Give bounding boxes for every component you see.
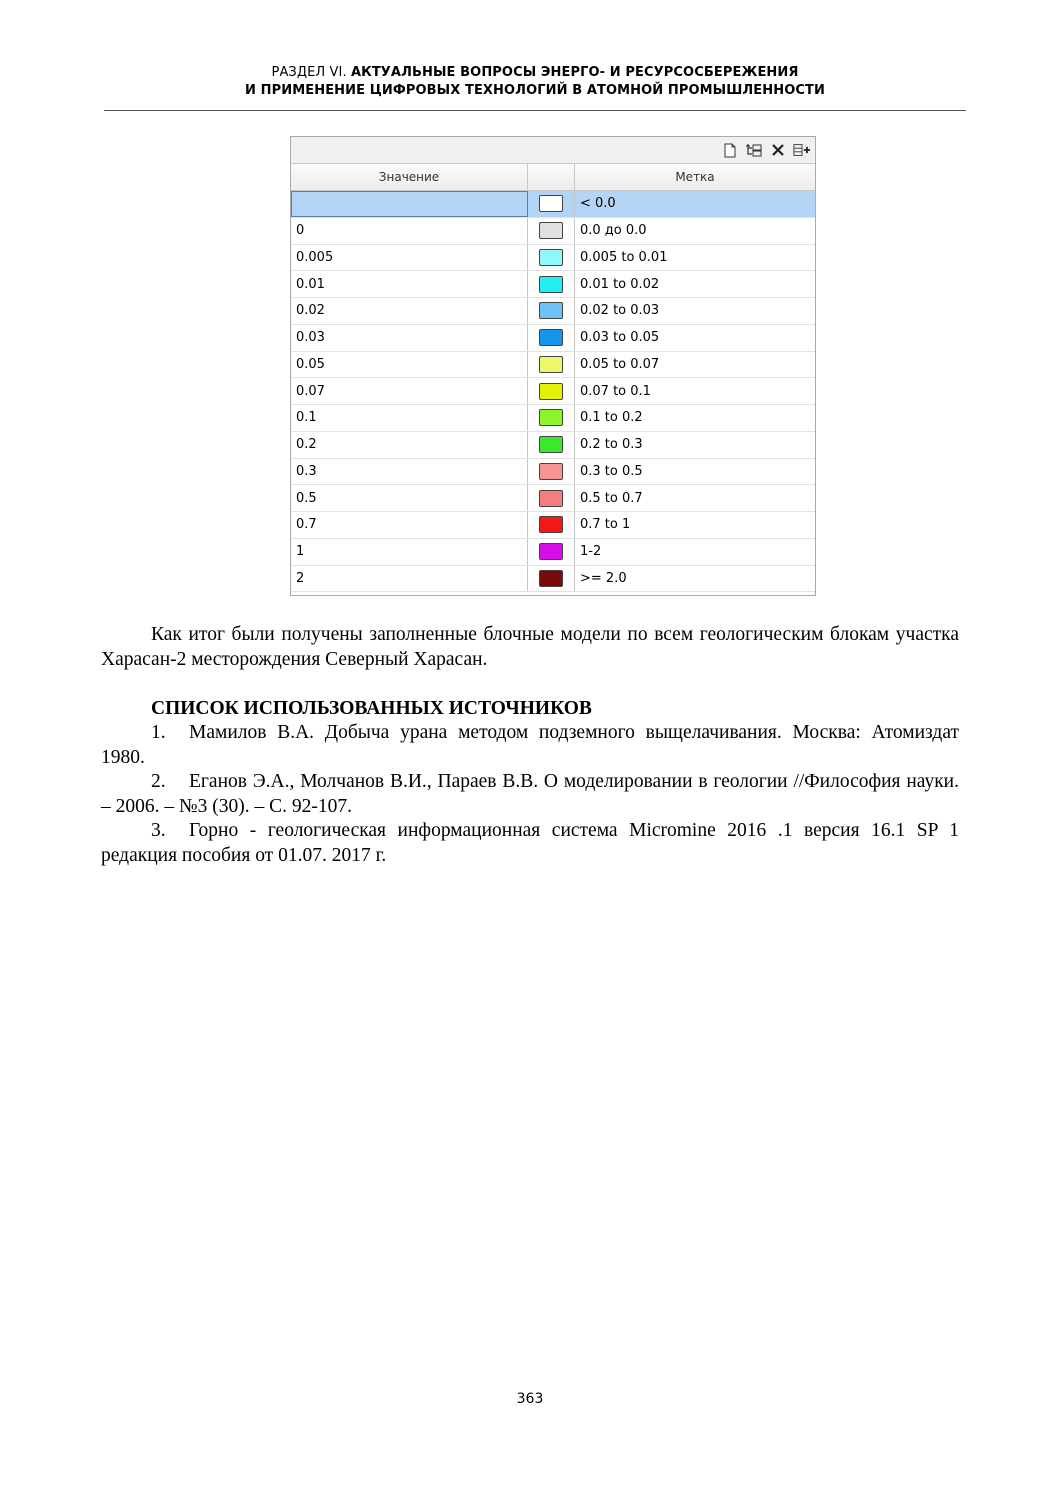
add-row-icon[interactable]	[793, 141, 811, 159]
color-swatch[interactable]	[539, 383, 563, 400]
reference-text: Мамилов В.А. Добыча урана методом подземного выщелачивания. Москва: Атомиздат 1980.	[101, 722, 959, 768]
value-cell[interactable]	[291, 191, 528, 217]
label-cell[interactable]: >= 2.0	[580, 570, 627, 586]
table-row[interactable]	[291, 218, 815, 245]
page-number: 363	[516, 1391, 544, 1407]
table-row[interactable]	[291, 405, 815, 432]
color-cell[interactable]	[528, 298, 575, 324]
color-swatch[interactable]	[539, 302, 563, 319]
label-cell[interactable]: 0.2 to 0.3	[580, 437, 643, 453]
value-cell[interactable]: 1	[291, 539, 528, 565]
color-swatch[interactable]	[539, 276, 563, 293]
reference-number: 3.	[151, 820, 166, 841]
references-title: СПИСОК ИСПОЛЬЗОВАННЫХ ИСТОЧНИКОВ	[151, 698, 592, 719]
color-cell[interactable]	[528, 352, 575, 378]
table-row[interactable]	[291, 378, 815, 405]
color-legend-grid	[290, 136, 816, 596]
color-cell[interactable]	[528, 218, 575, 244]
header-line-1	[104, 64, 966, 82]
color-swatch[interactable]	[539, 329, 563, 346]
color-cell[interactable]	[528, 405, 575, 431]
color-swatch[interactable]	[539, 195, 563, 212]
label-cell[interactable]: 0.5 to 0.7	[580, 490, 643, 506]
color-cell[interactable]	[528, 191, 575, 217]
table-row[interactable]	[291, 271, 815, 298]
label-cell[interactable]: 0.1 to 0.2	[580, 410, 643, 426]
label-cell[interactable]: 0.3 to 0.5	[580, 463, 643, 479]
table-row[interactable]	[291, 566, 815, 593]
color-cell[interactable]	[528, 459, 575, 485]
column-header-value[interactable]: Значение	[291, 164, 528, 190]
label-cell[interactable]: 0.05 to 0.07	[580, 356, 660, 372]
color-cell[interactable]	[528, 485, 575, 511]
value-cell[interactable]: 0.7	[291, 512, 528, 538]
table-row[interactable]	[291, 245, 815, 272]
table-row[interactable]	[291, 539, 815, 566]
value-cell[interactable]: 0.01	[291, 271, 528, 297]
color-swatch[interactable]	[539, 490, 563, 507]
color-swatch[interactable]	[539, 543, 563, 560]
color-cell[interactable]	[528, 271, 575, 297]
color-swatch[interactable]	[539, 409, 563, 426]
table-row[interactable]	[291, 512, 815, 539]
color-swatch[interactable]	[539, 356, 563, 373]
running-header	[104, 64, 966, 100]
reference-item	[101, 819, 959, 868]
color-swatch[interactable]	[539, 222, 563, 239]
value-cell[interactable]: 2	[291, 566, 528, 592]
value-cell[interactable]: 0.03	[291, 325, 528, 351]
value-cell[interactable]: 0.005	[291, 245, 528, 271]
label-cell[interactable]: 0.7 to 1	[580, 517, 631, 533]
color-cell[interactable]	[528, 512, 575, 538]
label-cell[interactable]: 0.005 to 0.01	[580, 249, 668, 265]
delete-icon[interactable]	[769, 141, 787, 159]
grid-header-row	[291, 164, 815, 191]
value-cell[interactable]: 0.5	[291, 485, 528, 511]
value-cell[interactable]: 0.1	[291, 405, 528, 431]
label-cell[interactable]: 0.02 to 0.03	[580, 303, 660, 319]
table-row[interactable]	[291, 325, 815, 352]
table-row[interactable]	[291, 298, 815, 325]
table-row[interactable]	[291, 191, 815, 218]
color-swatch[interactable]	[539, 570, 563, 587]
table-row[interactable]	[291, 432, 815, 459]
label-cell[interactable]: 0.01 to 0.02	[580, 276, 660, 292]
table-row[interactable]	[291, 485, 815, 512]
reference-number: 1.	[151, 722, 166, 743]
value-cell[interactable]: 0.3	[291, 459, 528, 485]
color-swatch[interactable]	[539, 436, 563, 453]
new-icon[interactable]	[721, 141, 739, 159]
color-cell[interactable]	[528, 325, 575, 351]
color-swatch[interactable]	[539, 463, 563, 480]
reference-item	[101, 770, 959, 819]
label-cell[interactable]: 0.0 до 0.0	[580, 223, 647, 239]
value-cell[interactable]: 0	[291, 218, 528, 244]
section-label: РАЗДЕЛ VI.	[271, 65, 347, 80]
conclusion-paragraph: Как итог были получены заполненные блочные модели по всем геологическим блокам участка Харасан-2 месторождения Северный Харасан.	[101, 624, 959, 670]
grid-rows	[291, 191, 815, 592]
header-rule	[104, 110, 966, 111]
color-swatch[interactable]	[539, 249, 563, 266]
header-title-line-1: АКТУАЛЬНЫЕ ВОПРОСЫ ЭНЕРГО- И РЕСУРСОСБЕРЕЖЕНИЯ	[350, 65, 799, 80]
color-cell[interactable]	[528, 539, 575, 565]
reference-item	[101, 721, 959, 770]
value-cell[interactable]: 0.02	[291, 298, 528, 324]
column-header-color[interactable]	[528, 164, 575, 190]
label-cell[interactable]: 0.07 to 0.1	[580, 383, 651, 399]
label-cell[interactable]: < 0.0	[580, 196, 616, 212]
table-row[interactable]	[291, 352, 815, 379]
reference-number: 2.	[151, 771, 166, 792]
color-cell[interactable]	[528, 566, 575, 592]
header-title-line-2: И ПРИМЕНЕНИЕ ЦИФРОВЫХ ТЕХНОЛОГИЙ В АТОМНОЙ ПРОМЫШЛЕННОСТИ	[245, 83, 825, 98]
color-swatch[interactable]	[539, 516, 563, 533]
label-cell[interactable]: 0.03 to 0.05	[580, 330, 660, 346]
value-cell[interactable]: 0.07	[291, 378, 528, 404]
color-cell[interactable]	[528, 378, 575, 404]
value-cell[interactable]: 0.2	[291, 432, 528, 458]
table-row[interactable]	[291, 459, 815, 486]
grid-toolbar	[291, 137, 815, 164]
color-cell[interactable]	[528, 245, 575, 271]
reference-text: Горно - геологическая информационная система Micromine 2016 .1 версия 16.1 SP 1 редакция пособия от 01.07. 2017 г.	[101, 820, 959, 866]
value-cell[interactable]: 0.05	[291, 352, 528, 378]
reference-text: Еганов Э.А., Молчанов В.И., Параев В.В. О моделировании в геологии //Философия науки. – 2006. – №3 (30). – С. 92-107.	[101, 771, 959, 817]
label-cell[interactable]: 1-2	[580, 544, 602, 560]
color-cell[interactable]	[528, 432, 575, 458]
tree-icon[interactable]	[745, 141, 763, 159]
column-header-label[interactable]: Метка	[675, 170, 715, 184]
